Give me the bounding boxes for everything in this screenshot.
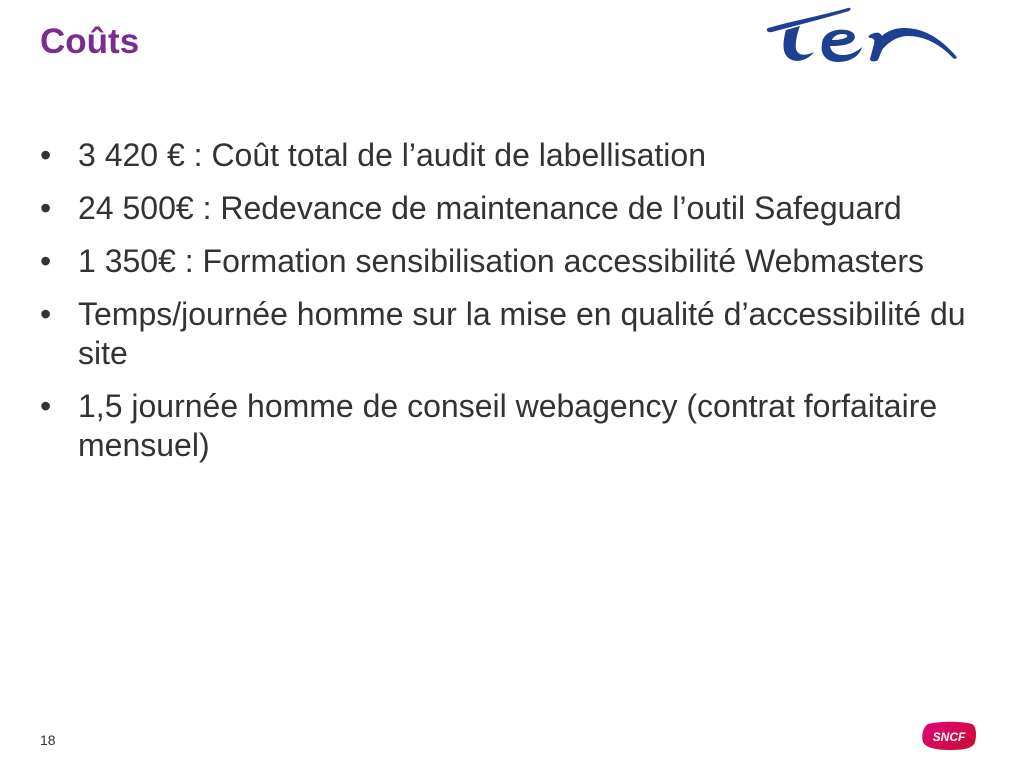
svg-text:SNCF: SNCF bbox=[932, 730, 966, 744]
sncf-logo-icon bbox=[920, 720, 978, 752]
bullet-item: • 24 500€ : Redevance de maintenance de l’outil Safeguard bbox=[38, 189, 988, 228]
bullet-item: • 3 420 € : Coût total de l’audit de labellisation bbox=[38, 136, 988, 175]
bullet-item: • 1 350€ : Formation sensibilisation accessibilité Webmasters bbox=[38, 242, 988, 281]
slide-title: Coûts bbox=[40, 22, 140, 61]
page-number: 18 bbox=[40, 732, 56, 748]
bullet-item: • Temps/journée homme sur la mise en qualité d’accessibilité du site bbox=[38, 295, 988, 373]
bullet-item: • 1,5 journée homme de conseil webagency (contrat forfaitaire mensuel) bbox=[38, 387, 988, 465]
bullet-list bbox=[38, 136, 988, 479]
ter-logo-icon bbox=[762, 4, 960, 70]
